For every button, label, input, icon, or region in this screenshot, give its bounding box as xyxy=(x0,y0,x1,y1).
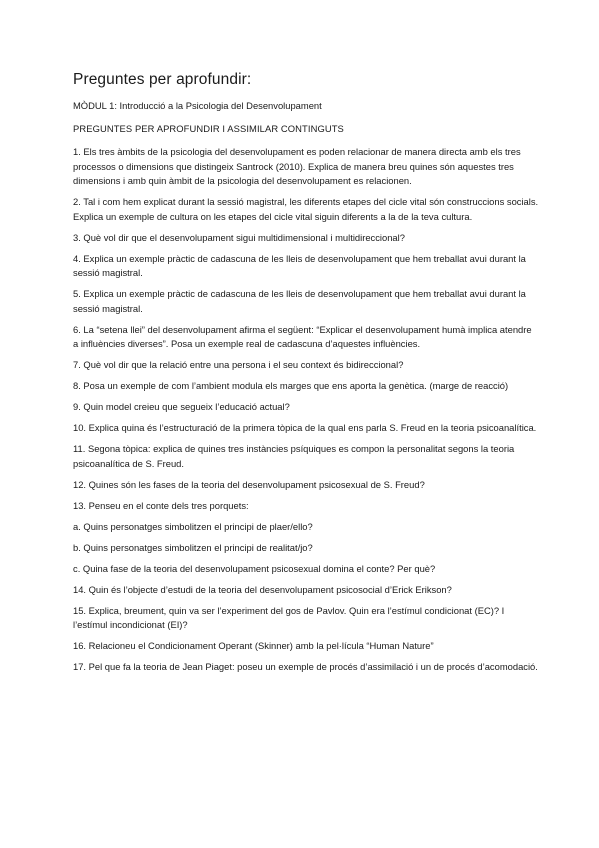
question-item: 6. La “setena llei” del desenvolupament afirma el següent: “Explicar el desenvolupament humà implica atendre a influències diverses”. Posa un exemple real de cadascuna d’aquestes influències. xyxy=(73,323,532,350)
question-item: 11. Segona tòpica: explica de quines tres instàncies psíquiques es compon la personalitat segons la teoria psicoanalítica de S. Freud. xyxy=(73,443,515,469)
question-item: 8. Posa un exemple de com l’ambient modula els marges que ens aporta la genètica. (marge de reacció) xyxy=(73,380,509,392)
question-item: 5. Explica un exemple pràctic de cadascuna de les lleis de desenvolupament que hem treballat avui durant la sessió magistral. xyxy=(73,288,526,314)
question-item: 14. Quin és l’objecte d’estudi de la teoria del desenvolupament psicosocial d’Erick Erikson? xyxy=(73,583,452,595)
questions-list xyxy=(73,145,539,675)
question-item: 12. Quines són les fases de la teoria del desenvolupament psicosexual de S. Freud? xyxy=(73,478,425,490)
question-item: 9. Quin model creieu que segueix l’educació actual? xyxy=(73,401,290,413)
question-item: 1. Els tres àmbits de la psicologia del desenvolupament es poden relacionar de manera directa amb els tres processos o dimensions que distingeix Santrock (2010). Explica de manera breu quines són aquestes tres dimensions i amb quin àmbit de la psicologia del desenvolupament es relacionen. xyxy=(73,146,521,187)
question-item: 4. Explica un exemple pràctic de cadascuna de les lleis de desenvolupament que hem treballat avui durant la sessió magistral. xyxy=(73,252,526,279)
question-item: 3. Què vol dir que el desenvolupament sigui multidimensional i multidireccional? xyxy=(73,231,405,243)
section-subheading: PREGUNTES PER APROFUNDIR I ASSIMILAR CONTINGUTS xyxy=(73,123,344,134)
page-title: Preguntes per aprofundir: xyxy=(73,71,252,88)
question-item: 16. Relacioneu el Condicionament Operant (Skinner) amb la pel·lícula “Human Nature” xyxy=(73,640,434,652)
question-item: 13. Penseu en el conte dels tres porquets: xyxy=(73,499,249,511)
question-item: 2. Tal i com hem explicat durant la sessió magistral, les diferents etapes del cicle vital són construccions socials. Explica un exemple de cultura on les etapes del cicle vital siguin diferents a la de la teva cultura. xyxy=(73,196,539,222)
module-heading: MÒDUL 1: Introducció a la Psicologia del Desenvolupament xyxy=(73,100,322,111)
question-subitem: b. Quins personatges simbolitzen el principi de realitat/jo? xyxy=(73,541,313,553)
question-item: 7. Què vol dir que la relació entre una persona i el seu context és bidireccional? xyxy=(73,359,404,371)
question-subitem: c. Quina fase de la teoria del desenvolupament psicosexual domina el conte? Per què? xyxy=(73,562,436,574)
question-subitem: a. Quins personatges simbolitzen el principi de plaer/ello? xyxy=(73,520,313,532)
question-item: 17. Pel que fa la teoria de Jean Piaget: poseu un exemple de procés d’assimilació i un de procés d’acomodació. xyxy=(73,661,538,673)
question-item: 15. Explica, breument, quin va ser l’experiment del gos de Pavlov. Quin era l’estímul condicionat (EC)? I l’estímul incondicionat (EI)? xyxy=(73,604,505,631)
question-item: 10. Explica quina és l’estructuració de la primera tòpica de la qual ens parla S. Freud en la teoria psicoanalítica. xyxy=(73,422,537,434)
